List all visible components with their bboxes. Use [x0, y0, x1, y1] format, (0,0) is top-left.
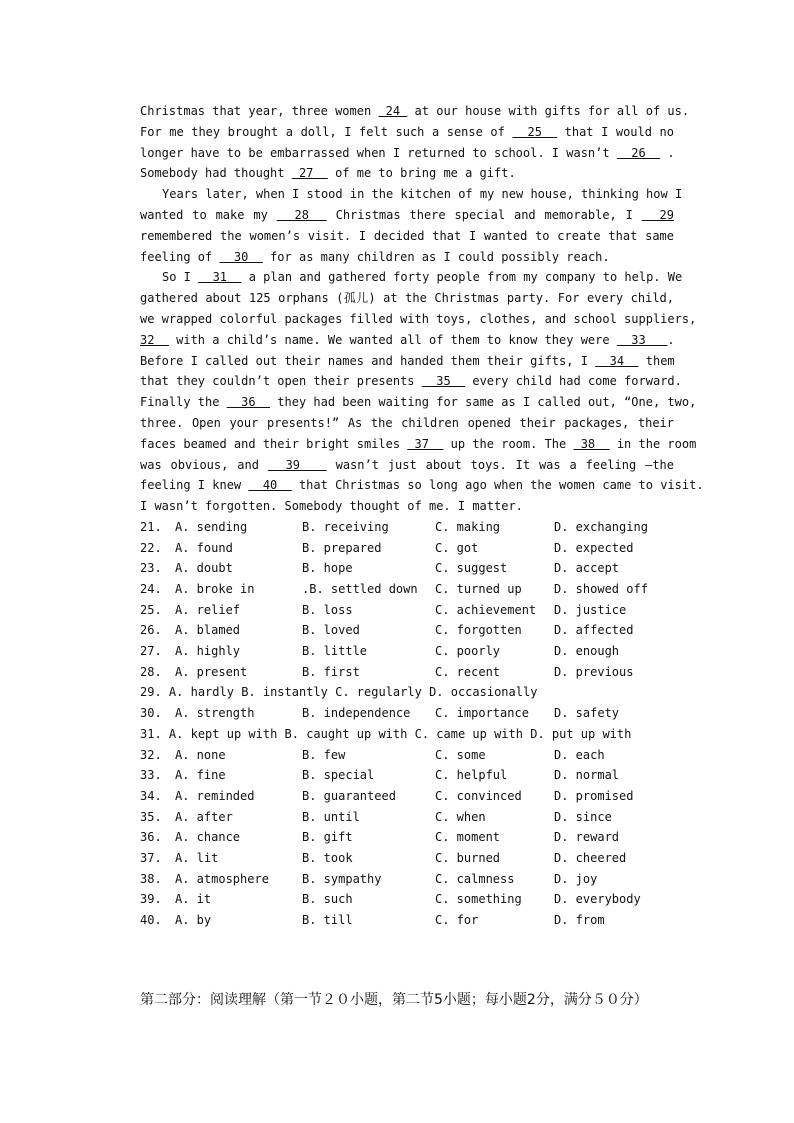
option-d: D. joy: [554, 871, 598, 886]
option-d: D. previous: [554, 664, 634, 679]
passage-text: Years later, when I stood in the kitchen of my new house, thinking how I: [162, 187, 683, 202]
question-number: 40.: [140, 913, 162, 928]
passage-text: .: [660, 145, 675, 160]
passage-line: [140, 330, 674, 351]
option-d: D. affected: [554, 623, 634, 638]
passage-text: that they couldn’t open their presents: [140, 374, 422, 389]
option-c: C. calmness: [435, 871, 515, 886]
blank-number: 32: [140, 332, 169, 347]
option-d: D. showed off: [554, 582, 648, 596]
option-d: D. enough: [554, 644, 620, 659]
passage-text: every child had come forward.: [465, 374, 682, 389]
question-options-row: [140, 620, 674, 641]
option-c: C. regularly: [335, 685, 422, 700]
passage-line: [140, 163, 674, 184]
question-number: 23.: [140, 561, 162, 576]
question-number: 27.: [140, 644, 162, 659]
passage-line: [140, 371, 682, 392]
blank-number: 31: [198, 270, 242, 285]
question-number: 26.: [140, 623, 162, 638]
option-b: B. hope: [302, 561, 353, 576]
question-options-row: [140, 910, 674, 931]
option-c: C. got: [435, 540, 479, 555]
question-number: 24.: [140, 582, 162, 596]
passage-text: in the room: [609, 436, 697, 451]
option-d: D. accept: [554, 561, 620, 576]
passage-text: Christmas there special and memorable, I: [326, 207, 642, 222]
passage-line: [140, 309, 697, 330]
passage-text: longer have to be embarrassed when I returned to school. I wasn’t: [140, 145, 617, 160]
option-b: B. took: [302, 850, 353, 865]
question-number: 31.: [140, 726, 162, 741]
option-b: B. special: [302, 768, 375, 783]
passage-text: Finally the: [140, 395, 227, 410]
option-b: B. loved: [302, 623, 360, 638]
passage-line: [140, 455, 674, 476]
question-number: 36.: [140, 830, 162, 845]
option-a: A. chance: [175, 830, 241, 845]
passage-text: at our house with gifts for all of us.: [407, 104, 690, 118]
option-a: A. doubt: [175, 561, 233, 576]
cloze-passage: [140, 101, 704, 517]
question-number: 30.: [140, 706, 162, 721]
passage-text: three. Open your presents!” As the children opened their packages, their: [140, 415, 674, 430]
question-number: 33.: [140, 768, 162, 783]
option-a: A. blamed: [175, 623, 241, 638]
option-d: D. each: [554, 747, 605, 762]
blank-number: 38: [573, 436, 610, 451]
question-number: 22.: [140, 540, 162, 555]
passage-line: [140, 288, 674, 309]
option-d: D. put up with: [530, 726, 632, 741]
question-options-row: [140, 807, 674, 828]
option-a: A. after: [175, 809, 233, 824]
question-number: 21.: [140, 519, 162, 534]
option-a: A. none: [175, 747, 226, 762]
blank-number: 28: [276, 207, 327, 222]
blank-number: 30: [219, 249, 263, 264]
option-b: B. few: [302, 747, 346, 762]
passage-text: of me to bring me a gift.: [327, 166, 516, 181]
option-a: A. reminded: [175, 788, 255, 803]
option-b: B. such: [302, 892, 353, 907]
option-c: C. recent: [435, 664, 501, 679]
option-a: A. present: [175, 664, 248, 679]
option-b: B. independence: [302, 706, 411, 721]
passage-text: that Christmas so long ago when the women came to visit.: [291, 478, 704, 493]
passage-text: gathered about 125 orphans (孤儿) at the Christmas party. For every child,: [140, 291, 674, 306]
passage-text: For me they brought a doll, I felt such a sense of: [140, 124, 513, 139]
option-a: A. fine: [175, 768, 226, 783]
option-d: D. exchanging: [554, 519, 648, 534]
option-c: C. poorly: [435, 644, 501, 659]
option-c: C. turned up: [435, 582, 522, 596]
question-number: 28.: [140, 664, 162, 679]
document-body: [140, 101, 704, 931]
option-a: A. found: [175, 540, 233, 555]
question-options-row: [140, 745, 674, 766]
blank-number: 37: [407, 436, 444, 451]
question-number: 39.: [140, 892, 162, 907]
blank-number: 29: [641, 207, 675, 222]
passage-text: they had been waiting for same as I called out, “One, two,: [270, 395, 697, 410]
option-a: A. highly: [175, 644, 241, 659]
option-a: A. strength: [175, 706, 255, 721]
question-options-row: [140, 703, 674, 724]
passage-line: [140, 247, 674, 268]
passage-text: we wrapped colorful packages filled with toys, clothes, and school suppliers,: [140, 311, 697, 326]
option-c: C. when: [435, 809, 486, 824]
blank-number: 35: [421, 374, 466, 389]
question-number: 38.: [140, 871, 162, 886]
passage-line: [140, 351, 674, 372]
passage-line: [140, 101, 690, 122]
blank-number: 33: [616, 332, 668, 347]
option-d: D. occasionally: [429, 685, 538, 700]
question-options-row: [140, 889, 674, 910]
question-options-row: [140, 827, 674, 848]
question-options-row: [140, 786, 674, 807]
option-d: D. promised: [554, 788, 634, 803]
option-c: C. importance: [435, 706, 529, 721]
option-c: C. convinced: [435, 788, 522, 803]
option-c: C. burned: [435, 850, 501, 865]
blank-number: 39: [267, 457, 327, 472]
question-options-row: [140, 517, 674, 538]
option-c: C. came up with: [414, 726, 523, 741]
question-number: 35.: [140, 809, 162, 824]
section-heading: 第二部分：阅读理解（第一节２０小题，第二节5小题；每小题2分，满分５０分）: [140, 992, 648, 1008]
option-c: C. making: [435, 519, 501, 534]
blank-number: 27: [291, 166, 328, 181]
option-a: A. relief: [175, 602, 241, 617]
passage-line: [140, 475, 704, 496]
option-c: C. some: [435, 747, 486, 762]
passage-line: [140, 434, 697, 455]
option-b: B. receiving: [302, 519, 389, 534]
option-b: B. first: [302, 664, 360, 679]
passage-text: feeling I knew: [140, 478, 249, 493]
option-b: B. prepared: [302, 540, 382, 555]
option-c: C. moment: [435, 830, 501, 845]
option-c: C. forgotten: [435, 623, 522, 638]
question-options-row: [140, 662, 674, 683]
passage-line: [140, 496, 674, 517]
question-number: 29.: [140, 685, 162, 700]
passage-line: [140, 267, 683, 288]
question-number: 34.: [140, 788, 162, 803]
blank-number: 26: [616, 145, 661, 160]
option-d: D. justice: [554, 602, 627, 617]
passage-text: So I: [162, 270, 199, 285]
option-b: B. caught up with: [284, 726, 408, 741]
question-number: 32.: [140, 747, 162, 762]
question-options-row: [140, 538, 674, 559]
option-c: C. something: [435, 892, 522, 907]
passage-text: feeling of: [140, 249, 220, 264]
option-d: D. since: [554, 809, 612, 824]
option-a: A. hardly: [168, 685, 234, 700]
option-b: B. until: [302, 809, 360, 824]
passage-line: [140, 413, 674, 434]
option-b: B. till: [302, 913, 353, 928]
question-options-row: [140, 682, 674, 703]
blank-number: 36: [226, 395, 271, 410]
question-options-row: [140, 641, 674, 662]
blank-number: 34: [595, 353, 639, 368]
option-a: A. atmosphere: [175, 871, 269, 886]
passage-text: I wasn’t forgotten. Somebody thought of me. I matter.: [140, 499, 523, 514]
option-c: C. achievement: [435, 602, 537, 617]
question-options-row: [140, 765, 674, 786]
question-options-row: [140, 579, 674, 600]
question-options-row: [140, 869, 674, 890]
passage-text: with a child’s name. We wanted all of them to know they were: [168, 332, 617, 347]
option-d: D. cheered: [554, 850, 627, 865]
passage-text: that I would no: [557, 124, 674, 139]
option-d: D. expected: [554, 540, 634, 555]
passage-line: [140, 226, 674, 247]
passage-text: a plan and gathered forty people from my company to help. We: [241, 270, 683, 285]
question-options-row: [140, 848, 674, 869]
blank-number: 40: [248, 478, 292, 493]
passage-line: [140, 143, 674, 164]
option-d: D. reward: [554, 830, 620, 845]
passage-line: [140, 205, 674, 226]
answer-options: [140, 517, 674, 931]
passage-line: [140, 122, 674, 143]
option-d: D. from: [554, 913, 605, 928]
passage-text: Christmas that year, three women: [140, 104, 379, 118]
option-b: B. instantly: [241, 685, 328, 700]
option-d: D. everybody: [554, 892, 641, 907]
passage-text: them: [638, 353, 675, 368]
option-a: A. it: [175, 892, 212, 907]
option-c: C. for: [435, 913, 479, 928]
passage-text: was obvious, and: [140, 457, 268, 472]
option-a: A. lit: [175, 850, 219, 865]
option-b: .B. settled down: [302, 582, 418, 596]
option-a: A. kept up with: [168, 726, 278, 741]
passage-text: wasn’t just about toys. It was a feeling —the: [326, 457, 674, 472]
option-d: D. safety: [554, 706, 620, 721]
option-b: B. gift: [302, 830, 353, 845]
passage-text: up the room. The: [443, 436, 574, 451]
blank-number: 24: [378, 104, 408, 118]
passage-text: .: [667, 332, 675, 347]
passage-text: remembered the women’s visit. I decided that I wanted to create that same: [140, 228, 674, 243]
passage-text: for as many children as I could possibly reach.: [262, 249, 610, 264]
option-d: D. normal: [554, 768, 620, 783]
question-options-row: [140, 558, 674, 579]
option-b: B. loss: [302, 602, 353, 617]
option-c: C. suggest: [435, 561, 508, 576]
option-b: B. little: [302, 644, 368, 659]
option-b: B. guaranteed: [302, 788, 396, 803]
passage-text: Somebody had thought: [140, 166, 292, 181]
option-c: C. helpful: [435, 768, 508, 783]
passage-text: wanted to make my: [140, 207, 277, 222]
passage-line: [140, 184, 683, 205]
blank-number: 25: [512, 124, 558, 139]
passage-text: faces beamed and their bright smiles: [140, 436, 408, 451]
passage-text: Before I called out their names and handed them their gifts, I: [140, 353, 596, 368]
question-options-row: [140, 724, 674, 745]
option-a: A. broke in: [175, 582, 255, 596]
question-number: 37.: [140, 850, 162, 865]
passage-line: [140, 392, 697, 413]
question-number: 25.: [140, 602, 162, 617]
option-a: A. sending: [175, 519, 248, 534]
option-a: A. by: [175, 913, 212, 928]
option-b: B. sympathy: [302, 871, 382, 886]
question-options-row: [140, 600, 674, 621]
